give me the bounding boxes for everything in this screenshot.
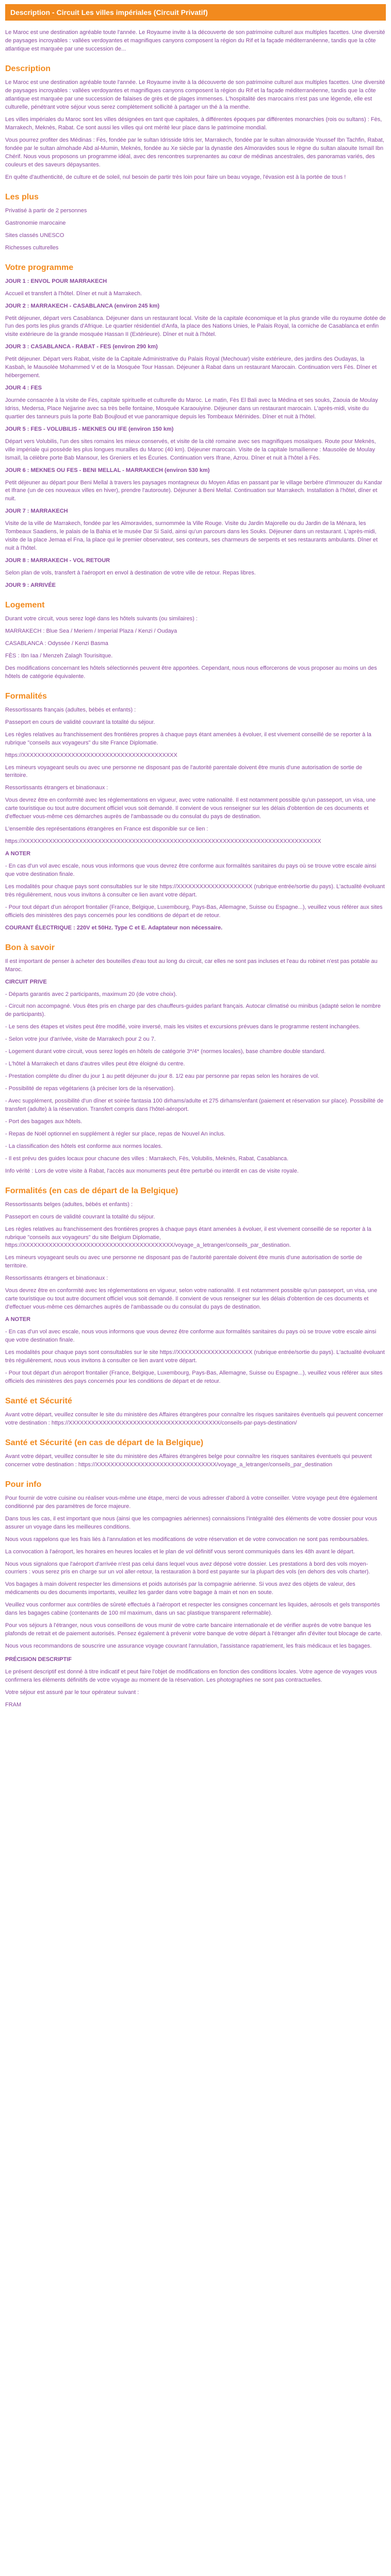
header-bar bbox=[5, 4, 386, 21]
section-paragraph: - Possibilité de repas végétariens (à préciser lors de la réservation). bbox=[5, 1086, 175, 1092]
section-paragraph: https://XXXXXXXXXXXXXXXXXXXXXXXXXXXXXXXXXXXXXXXXX bbox=[5, 752, 177, 758]
section-paragraph: - En cas d'un vol avec escale, nous vous informons que vous devrez être conforme aux formalités sanitaires du pays où se trouve votre escale ainsi que votre destination finale. bbox=[5, 862, 377, 877]
section-paragraph: Pour vos séjours à l'étranger, nous vous conseillons de vous munir de votre carte bancaire internationale et de vérifier auprès de votre banque les plafonds de retrait et de paiement autorisés. Pensez également à prévenir votre banque de votre départ à l'étranger afin d'éviter tout blocage de carte. bbox=[5, 1622, 382, 1637]
section-paragraph: COURANT ÉLECTRIQUE : 220V et 50Hz. Type C et E. Adaptateur non nécessaire. bbox=[5, 924, 223, 931]
section-heading: Formalités (en cas de départ de la Belgique) bbox=[5, 1186, 178, 1195]
header-separator: - bbox=[50, 8, 57, 16]
section-sante-be bbox=[5, 1437, 386, 1469]
section-paragraph: - L'hôtel à Marrakech et dans d'autres villes peut être éloigné du centre. bbox=[5, 1061, 185, 1067]
section-paragraph: Journée consacrée à la visite de Fès, capitale spirituelle et culturelle du Maroc. Le matin, Fès El Bali avec la Médina et ses souks, Zaouia de Moulay Idriss, Medersa, Place Nejjarine avec sa très belle fontaine, Mosquée Karaouiyine. Déjeuner dans un restaurant marocain. L'après-midi, visite du quartier des tanneurs puis la porte Bab Boujloud et vue panoramique depuis les Tombeaux Mérinides. Dîner et nuit à l'hôtel. bbox=[5, 397, 378, 420]
section-paragraph: Les règles relatives au franchissement des frontières propres à chaque pays étant amenées à évoluer, il est vivement conseillé de se reporter à la rubrique "conseils aux voyageurs" du site Belgium Diplomatie, https://XXXXXXXXXXXXXXXXXXXXXXXXXXXXXXXXXXXXXXXX/voyage_a_letranger/conseils_par_destination. bbox=[5, 1226, 371, 1249]
section-heading: Santé et Sécurité (en cas de départ de la Belgique) bbox=[5, 1438, 204, 1447]
section-paragraph: JOUR 1 : ENVOL POUR MARRAKECH bbox=[5, 278, 107, 284]
section-heading: Pour info bbox=[5, 1480, 42, 1489]
section-paragraph: JOUR 8 : MARRAKECH - VOL RETOUR bbox=[5, 557, 110, 564]
section-paragraph: Info vérité : Lors de votre visite à Rabat, l'accès aux monuments peut être perturbé ou interdit en cas de visite royale. bbox=[5, 1167, 299, 1174]
section-paragraph: - La classification des hôtels est conforme aux normes locales. bbox=[5, 1143, 163, 1149]
section-paragraph: Votre séjour est assuré par le tour opérateur suivant : bbox=[5, 1689, 139, 1696]
section-paragraph: JOUR 4 : FES bbox=[5, 385, 42, 392]
section-paragraph: Les modalités pour chaque pays sont consultables sur le site https://XXXXXXXXXXXXXXXXXXXX (rubrique entrée/sortie du pays). L'actualité évoluant très régulièrement, nous vous invitons à consulter ce lien avant votre départ. bbox=[5, 883, 385, 898]
section-paragraph: Dans tous les cas, il est important que nous (ainsi que les compagnies aériennes) connaissions l'intégralité des éléments de votre dossier pour vous assurer un voyage dans les meilleures conditions. bbox=[5, 1515, 378, 1530]
section-paragraph: Vous devrez être en conformité avec les réglementations en vigueur, avec votre nationalité. Il est notamment possible qu'un passeport, un visa, une carte touristique ou tout autre document officiel vous soit demandé. Il convient de vous renseigner sur les délais d'obtention de ces documents et d'effectuer vous-même ces démarches auprès de l'ambassade ou du consulat du pays de destination. bbox=[5, 797, 376, 820]
section-paragraph: Le Maroc est une destination agréable toute l'année. Le Royaume invite à la découverte de son patrimoine culturel aux multiples facettes. Une diversité de paysages incroyables : vallées verdoyantes et magnifiques canyons composent la région du Rif et la façade méditerranéenne, tandis que la côte atlantique est marquée par une succession de... bbox=[5, 29, 385, 53]
section-paragraph: JOUR 7 : MARRAKECH bbox=[5, 508, 68, 515]
section-paragraph: Nous vous signalons que l'aéroport d'arrivée n'est pas celui dans lequel vous avez déposé votre dossier. Les prestations à bord des vols moyen-courriers : vous serez pris en charge sur un vol aller-retour, la restauration à bord est payante sur la plupart des vols (en dehors des vols charter). bbox=[5, 1561, 370, 1575]
section-paragraph: Le Maroc est une destination agréable toute l'année. Le Royaume invite à la découverte de son patrimoine culturel aux multiples facettes. Une diversité de paysages incroyables : vallées verdoyantes et magnifiques canyons composent la région du Rif et la façade méditerranéenne, tandis que la côte atlantique est marquée par une succession de falaises de grès et de plages immenses. L'hospitalité des marocains n'est pas une légende, elle est culturelle, pénétrant votre séjour vous serez complètement sollicité à partager un thé à la menthe. bbox=[5, 79, 385, 111]
section-paragraph: En quête d'authenticité, de culture et de soleil, nul besoin de partir très loin pour faire un beau voyage, l'évasion est à la portée de tous ! bbox=[5, 174, 346, 180]
section-paragraph: - Repas de Noël optionnel en supplément à régler sur place, repas de Nouvel An inclus. bbox=[5, 1130, 225, 1137]
section-paragraph: Départ vers Volubilis, l'un des sites romains les mieux conservés, et visite de la cité romaine avec ses magnifiques mosaïques. Route pour Meknès, ville impériale qui possède les plus longues murailles du Maroc (40 km). Déjeuner marocain. Visite de la capitale Ismaïlienne : Mausolée de Moulay Ismaïl, la célèbre porte Bab Mansour, les Greniers et les Écuries. Continuation vers Ifrane, Azrou. Dîner et nuit à l'hôtel à Fès. bbox=[5, 438, 376, 461]
section-description bbox=[5, 63, 386, 182]
section-paragraph: Ressortissants étrangers et binationaux : bbox=[5, 785, 108, 791]
section-paragraph: Pour fournir de votre cuisine ou réaliser vous-même une étape, merci de vous adresser d'abord à votre conseiller. Votre voyage peut être également conditionné par des paramètres de force majeure. bbox=[5, 1495, 378, 1510]
section-paragraph: Le présent descriptif est donné à titre indicatif et peut faire l'objet de modifications en fonction des conditions locales. Votre agence de voyages vous confirmera les éléments définitifs de votre voyage au moment de la réservation. Les photographies ne sont pas contractuelles. bbox=[5, 1668, 377, 1683]
section-paragraph: JOUR 5 : FES - VOLUBILIS - MEKNES OU IFE (environ 150 km) bbox=[5, 426, 174, 432]
section-paragraph: Richesses culturelles bbox=[5, 244, 59, 251]
section-paragraph: Vous pourrez profiter des Médinas : Fès, fondée par le sultan Idrisside Idris Ier, Marrakech, fondée par le sultan almoravide Youssef Ibn Tachfin, Rabat, fondée par le sultan almohade Abd al-Mumin, Meknès, fondée au Xe siècle par la dynastie des Almoravides sous le règne du sultan alaouite Ismaïl Ibn Chérif. Nous vous proposons un programme idéal, avec des rencontres surprenantes au cœur de médinas ancestrales, des panoramas variés, des couleurs et des saveurs dépaysantes. bbox=[5, 137, 384, 168]
section-paragraph: Nous vous recommandons de souscrire une assurance voyage couvrant l'annulation, l'assistance rapatriement, les frais médicaux et les bagages. bbox=[5, 1643, 372, 1650]
section-paragraph: Visite de la ville de Marrakech, fondée par les Almoravides, surnommée la Ville Rouge. Visite du Jardin Majorelle ou du Jardin de la Ménara, les Tombeaux Saadiens, le palais de la Bahia et le musée Dar Si Saïd, ainsi qu'un parcours dans les Souks. Déjeuner dans un restaurant. L'après-midi, visite de la place Jemaa el Fna, la place qui le premier observateur, ses conteurs, ses charmeurs de serpents et ses restaurants ambulants. Dîner et nuit à l'hôtel. bbox=[5, 520, 378, 552]
section-paragraph: Ressortissants français (adultes, bébés et enfants) : bbox=[5, 706, 136, 713]
section-heading: Logement bbox=[5, 600, 45, 609]
section-heading: Description bbox=[5, 64, 51, 74]
section-paragraph: JOUR 6 : MEKNES OU FES - BENI MELLAL - MARRAKECH (environ 530 km) bbox=[5, 467, 210, 473]
section-paragraph: Ressortissants étrangers et binationaux : bbox=[5, 1275, 108, 1282]
section-paragraph: A NOTER bbox=[5, 851, 31, 857]
section-paragraph: - Pour tout départ d'un aéroport frontalier (France, Belgique, Luxembourg, Pays-Bas, Allemagne, Suisse ou Espagne...), veuillez vous référer aux sites officiels des ministères des pays concernés pour les conditions de départ et de retour. bbox=[5, 1369, 383, 1384]
section-paragraph: A NOTER bbox=[5, 1316, 31, 1323]
section-pour-info bbox=[5, 1479, 386, 1651]
section-heading: Formalités bbox=[5, 691, 47, 701]
section-paragraph: - Avec supplément, possibilité d'un dîner et soirée fantasia 100 dirhams/adulte et 275 dirhams/enfant (paiement et réservation sur place). Possibilité de transfert (adulte) à la réservation. Transfert compris dans l'hôtel-aéroport. bbox=[5, 1097, 384, 1112]
section-paragraph: Les villes impériales du Maroc sont les villes désignées en tant que capitales, à différentes époques par différentes monarchies (rois ou sultans) : Fès, Marrakech, Meknès, Rabat. Ce sont aussi les villes qui ont mérité leur place dans le patrimoine mondial. bbox=[5, 116, 382, 131]
section-paragraph: Vous devrez être en conformité avec les réglementations en vigueur, selon votre nationalité. Il est notamment possible qu'un passeport, un visa, une carte touristique ou tout autre document officiel vous soit demandé. Il convient de vous renseigner sur les délais d'obtention de ces documents et d'effectuer vous-même ces démarches auprès de l'ambassade ou du consulat du pays de destination. bbox=[5, 1287, 378, 1311]
section-heading: Bon à savoir bbox=[5, 943, 55, 952]
section-heading: Votre programme bbox=[5, 263, 74, 272]
section-paragraph: Sites classés UNESCO bbox=[5, 232, 64, 239]
section-paragraph: Selon plan de vols, transfert à l'aéroport en envol à destination de votre ville de retour. Repas libres. bbox=[5, 569, 256, 576]
section-intro bbox=[5, 29, 386, 54]
section-paragraph: Gastronomie marocaine bbox=[5, 219, 66, 226]
section-paragraph: Des modifications concernant les hôtels sélectionnés peuvent être apportées. Cependant, nous nous efforcerons de vous proposer au moins un des hôtels de catégorie équivalente. bbox=[5, 665, 377, 680]
section-paragraph: Accueil et transfert à l'hôtel. Dîner et nuit à Marrakech. bbox=[5, 290, 142, 297]
section-formalites-be bbox=[5, 1185, 386, 1386]
section-paragraph: PRÉCISION DESCRIPTIF bbox=[5, 1656, 72, 1663]
section-paragraph: Veuillez vous conformer aux contrôles de sûreté effectués à l'aéroport et respecter les consignes concernant les liquides, aérosols et gels transportés dans les bagages cabine (contenants de 100 ml maximum, dans un sac plastique transparent refermable). bbox=[5, 1602, 380, 1617]
section-paragraph: - Circuit non accompagné. Vous êtes pris en charge par des chauffeurs-guides parlant français. Autocar climatisé ou minibus (adapté selon le nombre de participants). bbox=[5, 1003, 381, 1018]
section-heading: Santé et Sécurité bbox=[5, 1396, 72, 1405]
section-paragraph: - Port des bagages aux hôtels. bbox=[5, 1118, 83, 1125]
section-logement bbox=[5, 599, 386, 681]
header-label: Description bbox=[10, 8, 51, 16]
section-paragraph: JOUR 2 : MARRAKECH - CASABLANCA (environ 245 km) bbox=[5, 302, 160, 309]
section-paragraph: CASABLANCA : Odyssée / Kenzi Basma bbox=[5, 640, 108, 647]
content bbox=[5, 29, 386, 1709]
section-paragraph: FRAM bbox=[5, 1701, 22, 1708]
section-paragraph: Ressortissants belges (adultes, bébés et enfants) : bbox=[5, 1201, 133, 1208]
section-paragraph: - En cas d'un vol avec escale, nous vous informons que vous devrez être conforme aux formalités sanitaires du pays où se trouve votre escale ainsi que votre destination finale. bbox=[5, 1328, 377, 1343]
section-paragraph: Il est important de penser à acheter des bouteilles d'eau tout au long du circuit, car elles ne sont pas incluses et l'eau du robinet n'est pas potable au Maroc. bbox=[5, 958, 378, 973]
section-paragraph: Avant votre départ, veuillez consulter le site du ministère des Affaires étrangères pour connaître les risques sanitaires éventuels qui peuvent concerner votre destination : https://XXXXXXXXXXXXXXXXXXXXXXXXXXXXXXXXXXXXXXXX/conseils-par-pays-destination/ bbox=[5, 1411, 383, 1426]
section-paragraph: - Pour tout départ d'un aéroport frontalier (France, Belgique, Luxembourg, Pays-Bas, Allemagne, Suisse ou Espagne...), veuillez vous référer aux sites officiels des ministères des pays concernés pour les conditions de départ et de retour. bbox=[5, 904, 383, 919]
section-paragraph: Les règles relatives au franchissement des frontières propres à chaque pays étant amenées à évoluer, il est vivement conseillé de se reporter à la rubrique "conseils aux voyageurs" du site France Diplomatie. bbox=[5, 731, 371, 746]
section-paragraph: Petit déjeuner. Départ vers Rabat, visite de la Capitale Administrative du Palais Royal (Mechouar) visite extérieure, des jardins des Oudayas, la Kasbah, le Mausolée Mohammed V et de la Mosquée Tour Hassan. Déjeuner à Rabat dans un restaurant Marocain. Continuation vers Fès. Dîner et hébergement. bbox=[5, 356, 377, 379]
section-paragraph: Petit déjeuner au départ pour Beni Mellal à travers les paysages montagneux du Moyen Atlas en passant par le village berbère d'Immouzer du Kandar et Ifrane (un de ces nouveaux villes en hiver), prendre l'autoroute). Déjeuner à Beni Mellal. Continuation sur Marrakech. Installation à l'hôtel, dîner et nuit. bbox=[5, 479, 382, 502]
section-paragraph: FÈS : Ibn Iaa / Menzeh Zalagh Tourisitque. bbox=[5, 652, 113, 659]
section-paragraph: Privatisé à partir de 2 personnes bbox=[5, 207, 87, 214]
section-paragraph: Nous vous rappelons que les frais liés à l'annulation et les modifications de votre réservation et de votre convocation ne sont pas remboursables. bbox=[5, 1536, 369, 1543]
section-paragraph: - Logement durant votre circuit, vous serez logés en hôtels de catégorie 3*/4* (normes locales), base chambre double standard. bbox=[5, 1048, 326, 1055]
section-plus bbox=[5, 191, 386, 252]
section-formalites bbox=[5, 690, 386, 933]
section-paragraph: Avant votre départ, veuillez consulter le site du ministère des Affaires étrangères belge pour connaître les risques sanitaires éventuels qui peuvent concerner votre destination : https://XXXXXXXXXXXXXXXXXXXXXXXXXXXXXXXX/voyage_a_letranger/conseils_par_destination bbox=[5, 1453, 372, 1468]
section-bon-savoir bbox=[5, 942, 386, 1176]
header-title: Circuit Les villes impériales (Circuit Privatif) bbox=[56, 8, 208, 16]
section-paragraph: https://XXXXXXXXXXXXXXXXXXXXXXXXXXXXXXXXXXXXXXXXXXXXXXXXXXXXXXXXXXXXXXXXXXXXXXXXXXXXXXX bbox=[5, 838, 321, 845]
section-paragraph: Durant votre circuit, vous serez logé dans les hôtels suivants (ou similaires) : bbox=[5, 616, 198, 622]
section-paragraph: Vos bagages à main doivent respecter les dimensions et poids autorisés par la compagnie aérienne. Si vous avez des objets de valeur, des médicaments ou des documents importants, veuillez les garder dans votre bagage à main et non en soute. bbox=[5, 1581, 355, 1596]
section-paragraph: Les mineurs voyageant seuls ou avec une personne ne disposant pas de l'autorité parentale doivent être munis d'une autorisation de sortie de territoire. bbox=[5, 1255, 363, 1269]
section-paragraph: - Selon votre jour d'arrivée, visite de Marrakech pour 2 ou 7. bbox=[5, 1036, 156, 1043]
section-paragraph: La convocation à l'aéroport, les horaires en heures locales et le plan de vol définitif vous seront communiqués dans les 48h avant le départ. bbox=[5, 1548, 355, 1555]
section-paragraph: L'ensemble des représentations étrangères en France est disponible sur ce lien : bbox=[5, 826, 208, 833]
section-heading: Les plus bbox=[5, 192, 39, 201]
section-paragraph: JOUR 3 : CASABLANCA - RABAT - FES (environ 290 km) bbox=[5, 344, 158, 350]
section-paragraph: CIRCUIT PRIVE bbox=[5, 978, 47, 985]
section-paragraph: JOUR 9 : ARRIVÉE bbox=[5, 582, 56, 588]
section-paragraph: Les mineurs voyageant seuls ou avec une personne ne disposant pas de l'autorité parentale doivent être munis d'une autorisation de sortie de territoire. bbox=[5, 764, 363, 779]
section-paragraph: - Prestation complète du dîner du jour 1 au petit déjeuner du jour 8. 1/2 eau par personne par repas selon les horaires de vol. bbox=[5, 1073, 320, 1080]
section-paragraph: - Le sens des étapes et visites peut être modifié, voire inversé, mais les visites et excursions prévues dans le programme restent inchangées. bbox=[5, 1024, 361, 1030]
section-paragraph: - Départs garantis avec 2 participants, maximum 20 (de votre choix). bbox=[5, 991, 177, 997]
section-paragraph: Petit déjeuner, départ vers Casablanca. Déjeuner dans un restaurant local. Visite de la capitale économique et la plus grande ville du royaume dotée de l'un des ports les plus grands d'Afrique. Le quartier résidentiel d'Anfa, la place des Nations Unies, le Palais Royal, la corniche de Casablanca et enfin visite extérieure de la grande mosquée Hassan II (Extérieure). Dîner et nuit à l'hôtel. bbox=[5, 315, 386, 338]
section-sante bbox=[5, 1395, 386, 1428]
section-paragraph: - Il est prévu des guides locaux pour chacune des villes : Marrakech, Fès, Volubilis, Meknès, Rabat, Casablanca. bbox=[5, 1155, 289, 1162]
section-paragraph: Passeport en cours de validité couvrant la totalité du séjour. bbox=[5, 719, 155, 725]
section-paragraph: Passeport en cours de validité couvrant la totalité du séjour. bbox=[5, 1213, 155, 1220]
section-precision bbox=[5, 1656, 386, 1709]
section-programme bbox=[5, 262, 386, 590]
section-paragraph: MARRAKECH : Blue Sea / Meriem / Imperial Plaza / Kenzi / Oudaya bbox=[5, 628, 177, 634]
section-paragraph: Les modalités pour chaque pays sont consultables sur le site https://XXXXXXXXXXXXXXXXXXXX (rubrique entrée/sortie du pays). L'actualité évoluant très régulièrement, nous vous invitons à consulter ce lien avant votre départ. bbox=[5, 1349, 385, 1364]
